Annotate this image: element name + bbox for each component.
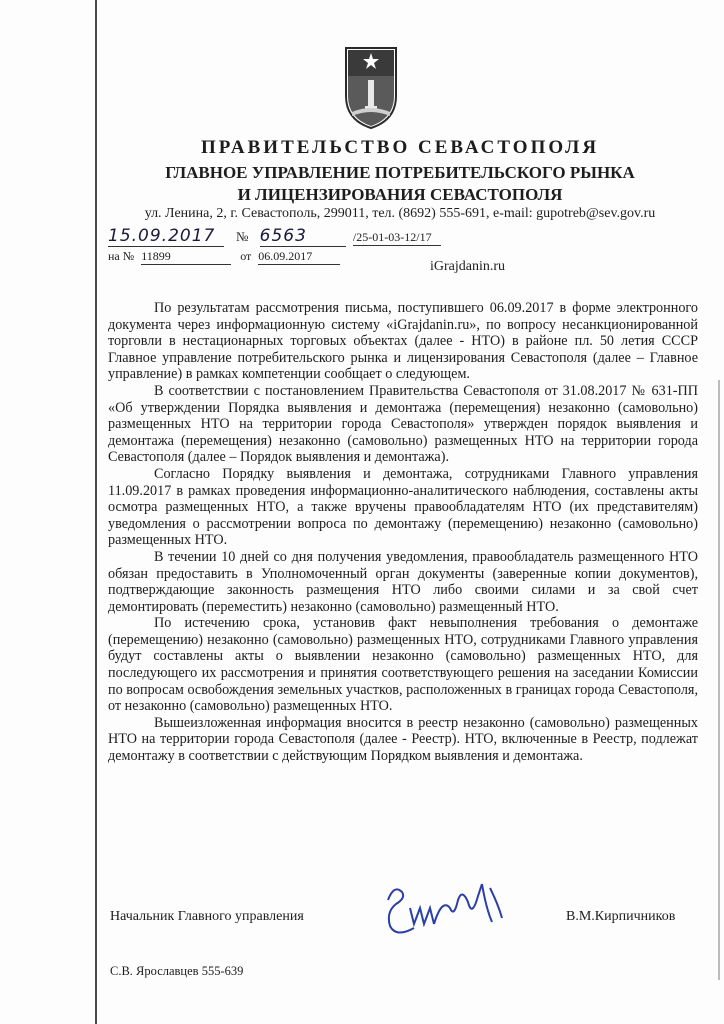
paragraph-6: Вышеизложенная информация вносится в реестр незаконно (самовольно) размещенных НТО на территории города Севастополя (далее - Реестр). НТО, включенные в Реестр, подлежат демонтажу в соответствии с действующим Порядком выявления и демонтажа. bbox=[108, 714, 698, 765]
outgoing-date-handwritten: 15.09.2017 bbox=[108, 226, 224, 247]
paragraph-4: В течении 10 дней со дня получения уведомления, правообладатель размещенного НТО обязан предоставить в Уполномоченный орган документы (заверенные копии документов), подтверждающие законность размещения НТО либо своими силами и за свой счет демонтировать (переместить) незаконно (самовольно) размещенный НТО. bbox=[108, 548, 698, 615]
outgoing-number-handwritten: 6563 bbox=[260, 226, 346, 247]
paragraph-3: Согласно Порядку выявления и демонтажа, сотрудниками Главного управления 11.09.2017 в рамках проведения информационно-аналитического наблюдения, составлены акты осмотра размещенных НТО, а также вручены правообладателям НТО (их представителям) уведомления о рассмотрении вопроса по демонтажу (перемещению) незаконно (самовольно) размещенных НТО. bbox=[108, 465, 698, 549]
signer-position: Начальник Главного управления bbox=[110, 909, 304, 924]
department-title-line2: И ЛИЦЕНЗИРОВАНИЯ СЕВАСТОПОЛЯ bbox=[237, 185, 563, 204]
department-title-line1: ГЛАВНОЕ УПРАВЛЕНИЕ ПОТРЕБИТЕЛЬСКОГО РЫНКА bbox=[165, 163, 635, 182]
handwritten-signature bbox=[380, 878, 530, 940]
org-title: ПРАВИТЕЛЬСТВО СЕВАСТОПОЛЯ bbox=[200, 137, 600, 158]
paragraph-2: В соответствии с постановлением Правительства Севастополя от 31.08.2017 № 631-ПП «Об утверждении Порядка выявления и демонтажа (перемещения) незаконно (самовольно) размещенных НТО на территории города Севастополя» утвержден порядок выявления и демонтажа (перемещения) незаконно (самовольно) размещенных НТО на территории города Севастополя (далее – Порядок выявления и демонтажа). bbox=[108, 382, 698, 466]
outgoing-date bbox=[108, 226, 224, 246]
executor-contact: С.В. Ярославцев 555-639 bbox=[110, 964, 244, 978]
reference-line bbox=[108, 249, 340, 269]
paragraph-1: По результатам рассмотрения письма, поступившего 06.09.2017 в форме электронного документа через информационную систему «iGrajdanin.ru», по вопросу несанкционированной торговли в нестационарных торговых объектах (далее - НТО) в районе пл. 50 летия СССР Главное управление потребительского рынка и лицензирования Севастополя (далее – Главное управление) в рамках компетенции сообщает о следующем. bbox=[108, 300, 698, 383]
letter-body bbox=[108, 300, 698, 765]
paragraph-5: По истечению срока, установив факт невыполнения требования о демонтаже (перемещению) незаконно (самовольно) размещенных НТО, сотрудниками Главного управления будут составлены акты о выявлении незаконно (самовольно) размещенных НТО, для последующего их рассмотрения и принятия соответствующего решения на заседании Комиссии по вопросам освобождения земельных участков, расположенных в границах города Севастополя, от незаконно (самовольно) размещенных НТО. bbox=[108, 615, 698, 715]
ref-date: 06.09.2017 bbox=[258, 249, 340, 265]
ref-number: 11899 bbox=[141, 249, 231, 265]
coat-of-arms-emblem bbox=[344, 46, 398, 130]
signer-name: В.М.Кирпичников bbox=[566, 909, 676, 924]
ref-label: на № bbox=[108, 249, 135, 263]
outgoing-number bbox=[236, 226, 441, 246]
scan-edge-shadow bbox=[718, 380, 720, 980]
ref-from-label: от bbox=[240, 249, 252, 263]
recipient: iGrajdanin.ru bbox=[430, 259, 506, 274]
outgoing-number-suffix: /25-01-03-12/17 bbox=[353, 230, 441, 246]
scan-margin-line bbox=[95, 0, 97, 1024]
contact-address: ул. Ленина, 2, г. Севастополь, 299011, тел. (8692) 555-691, e-mail: gupotreb@sev.gov.ru bbox=[144, 206, 656, 221]
number-label: № bbox=[236, 229, 249, 244]
